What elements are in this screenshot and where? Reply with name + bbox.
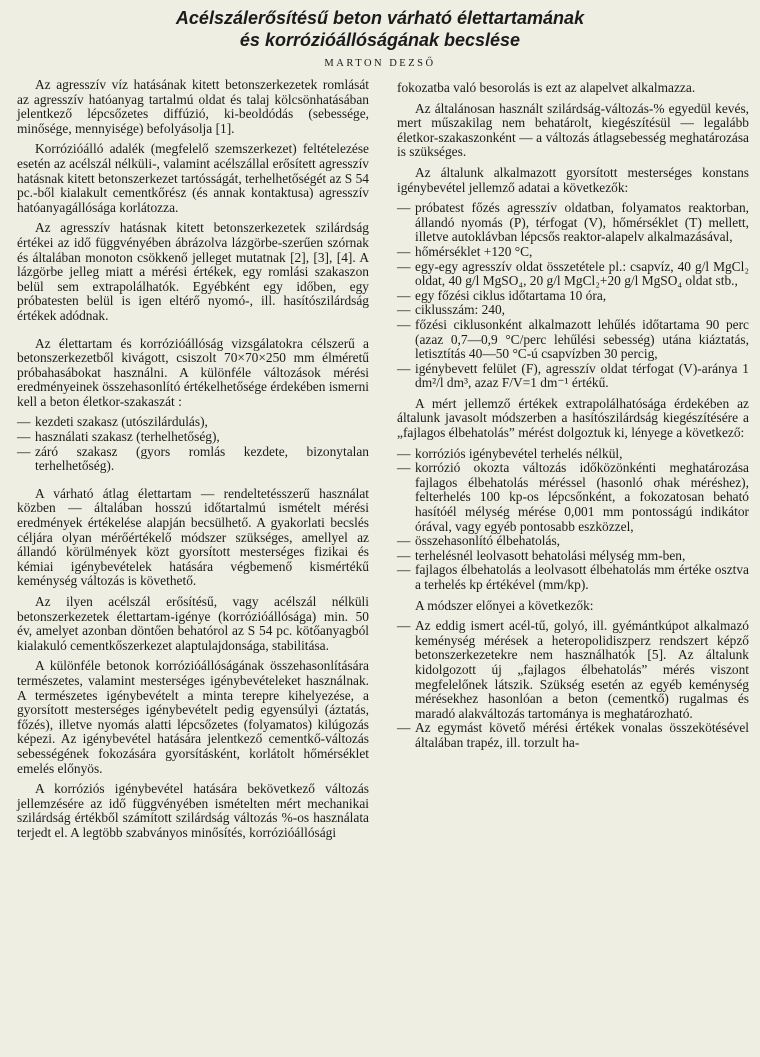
list-item: — összehasonlító élbehatolás, bbox=[397, 533, 561, 549]
dash-bullet: — bbox=[397, 258, 411, 274]
list-item: — használati szakasz (terhelhetőség), bbox=[17, 429, 220, 445]
paragraph: Az agresszív víz hatásának kitett betonszerkezetek romlását az agresszív hatóanyag tartalmú oldat és talaj kölcsönhatásában jelentkező lépcsőzetes diffúzió, ki-beoldódás (sebessége, minősége, mennyisége) befolyásolja [1]. bbox=[17, 77, 369, 136]
author: MARTON DEZSŐ bbox=[324, 58, 436, 69]
paragraph: Az ilyen acélszál erősítésű, vagy acélszál nélküli betonszerkezetek élettartam-igénye (korrózióállósága) min. 50 év, amelyet azonban döntően behatórol az S 54 pc. kötőanyagból kialakuló cementkőszerkezet alaptulajdonsága, stabilitása. bbox=[17, 594, 369, 653]
list-item: — igénybevett felület (F), agresszív oldat térfogat (V)-aránya 1 dm²/l dm³, azaz F/V=1 dm⁻¹ értékű. bbox=[397, 360, 749, 391]
dash-bullet: — bbox=[397, 547, 411, 563]
list-item: — ciklusszám: 240, bbox=[397, 302, 506, 318]
dash-bullet: — bbox=[397, 562, 411, 578]
title-line-2: és korrózióállóságának becslése bbox=[239, 30, 521, 50]
list-item: — egy-egy agresszív oldat összetétele pl.: csapvíz, 40 g/l MgCl₂ oldat, 40 g/l MgSO₄, 20 g/l MgCl₂+20 g/l MgSO₄ oldat stb., bbox=[397, 258, 749, 289]
dash-bullet: — bbox=[397, 287, 411, 303]
list-item: — Az eddig ismert acél-tű, golyó, ill. gyémántkúpot alkalmazó keménység mérések a heteropolidiszperz rendszert képző betonszerkezetekre nem használhatók [5]. Az általunk kidolgozott új „fajlagos élbehatolás” mérés viszont megfelelőnek látszik. Szükség esetén az egyéb keménység mérésekhez hasonlóan a beton (cementkő) rugalmas és maradó alakváltozás tartománya is meghatározható. bbox=[397, 618, 749, 721]
dash-bullet: — bbox=[17, 443, 31, 459]
dash-bullet: — bbox=[397, 200, 411, 216]
dash-bullet: — bbox=[397, 243, 411, 259]
list-item: — kezdeti szakasz (utószilárdulás), bbox=[17, 414, 208, 430]
paragraph: Az általánosan használt szilárdság-változás-% egyedül kevés, mert műszakilag nem behatárolt, kiegészítésül — legalább életkor-szakaszonként — a változás átlagsebesség meghatározása is szükséges. bbox=[397, 100, 749, 160]
right-column bbox=[397, 81, 749, 757]
list bbox=[397, 201, 749, 391]
list-item: — fajlagos élbehatolás a leolvasott élbehatolás mm értéke osztva a terhelés kp értékével (mm/kp). bbox=[397, 562, 749, 592]
paragraph: Az agresszív hatásnak kitett betonszerkezetek szilárdság értékei az idő függvényében ábrázolva lázgörbe-szerűen szórnak és általában monoton csökkenő jelleget mutatnak [2], [3], [4]. A lázgörbe jelleg miatt a mérési értékek, egy romlási szakaszon belül sem extrapolálhatók. Egyébként egy időben, egy próbatesten belül is igen eltérő nyomó-, ill. hasítószilárdság értékek adódnak. bbox=[17, 220, 369, 323]
left-column bbox=[17, 78, 369, 847]
title-line-1: Acélszálerősítésű beton várható élettartamának bbox=[175, 8, 585, 28]
paragraph: A különféle betonok korrózióállóságának összehasonlítására természetes, valamint mesterséges igénybevételeket használnak. A természetes igénybevételt a minta terepre kihelyezése, a gyorsított mesterséges igénybevételt pedig egyensúlyi (áztatás, főzés), illetve nyomás alatti lépcsőzetes (folyamatos) kilúgozás képezi. Az igénybevétel hatására jelentkező cementkő-változás sebességének fokozására gyorsításként, korlátolt hőmérséklet emelés előnyös. bbox=[17, 658, 369, 776]
dash-bullet: — bbox=[397, 460, 411, 476]
list bbox=[397, 447, 749, 593]
dash-bullet: — bbox=[397, 445, 411, 461]
list-item: — próbatest főzés agresszív oldatban, folyamatos reaktorban, állandó nyomás (P), térfogat (V), hőmérséklet (T) mellett, illetve autoklávban lépcsős reaktor-alapelv alkalmazásával, bbox=[397, 200, 749, 245]
dash-bullet: — bbox=[397, 618, 411, 634]
paragraph: Korrózióálló adalék (megfelelő szemszerkezet) feltételezése esetén az acélszál nélküli-, valamint acélszállal erősített agresszív hatásnak kitett betonszerkezet tartósságát, terhelhetőségét az S 54 pc.-ből kialakult cementkőrész (és annak kontaktusa) agresszív hatóanyagállósága korlátozza. bbox=[17, 141, 369, 215]
list-item: — hőmérséklet +120 °C, bbox=[397, 243, 533, 259]
list-item: — korrózió okozta változás időközönkénti meghatározása fajlagos élbehatolás méréssel (hasonló σhak méréshez), felterhelés 100 kp-os lépcsőnként, a fokozatosan beható hasítóél mélység mérése 0,001 mm pontosságú indikátor órával, vagy egyéb pontosabb eszközzel, bbox=[397, 460, 749, 534]
list-item: — egy főzési ciklus időtartama 10 óra, bbox=[397, 287, 607, 303]
dash-bullet: — bbox=[397, 720, 411, 736]
list bbox=[397, 619, 749, 750]
list-item: — Az egymást követő mérési értékek vonalas összekötésével általában trapéz, ill. torzult ha- bbox=[397, 720, 749, 750]
dash-bullet: — bbox=[397, 302, 411, 318]
paragraph: A mért jellemző értékek extrapolálhatósága érdekében az általunk javasolt módszerben a hasítószilárdság kiegészítésére a „fajlagos élbehatolás” mérést dolgoztuk ki, lényege a következő: bbox=[397, 395, 749, 441]
dash-bullet: — bbox=[397, 533, 411, 549]
paragraph: fokozatba való besorolás is ezt az alapelvet alkalmazza. bbox=[397, 80, 696, 95]
dash-bullet: — bbox=[17, 429, 31, 445]
paragraph: Az általunk alkalmazott gyorsított mesterséges konstans igénybevétel jellemző adatai a következők: bbox=[397, 164, 749, 195]
dash-bullet: — bbox=[17, 414, 31, 430]
list-item: — záró szakasz (gyors romlás kezdete, bizonytalan terhelhetőség). bbox=[17, 443, 369, 474]
paragraph: Az élettartam és korrózióállóság vizsgálatokra célszerű a betonszerkezetből kivágott, csiszolt 70×70×250 mm élméretű próbahasábokat használni. A különféle változások mérési eredményeinek összehasonlító értékelhetősége érdekében ismerni kell a beton életkor-szakaszát : bbox=[17, 335, 369, 409]
paragraph: A korróziós igénybevétel hatására bekövetkező változás jellemzésére az idő függvényében ismételten mért mechanikai szilárdság értékből számított szilárdság változás %-os használata terjedt el. A legtöbb szabványos minősítés, korrózióállósági bbox=[17, 781, 369, 840]
dash-bullet: — bbox=[397, 360, 411, 376]
dash-bullet: — bbox=[397, 316, 411, 332]
paragraph: A várható átlag élettartam — rendeltetésszerű használat közben — általában hosszú időtartalmú ismételt mérési eredmények értékelése alapján becsülhető. A gyakorlati becslés céljára olyan mérőértékelő módszer szükséges, amellyel az állandó körülmények közt gyorsított mesterséges fizikai és kémiai igénybevételek hatására végbemenő kismértékű keménység változás is követhető. bbox=[17, 485, 369, 589]
paragraph: A módszer előnyei a következők: bbox=[415, 597, 594, 613]
list-item: — terhelésnél leolvasott behatolási mélység mm-ben, bbox=[397, 547, 686, 563]
list-item: — főzési ciklusonként alkalmazott lehűlés időtartama 90 perc (azaz 0,7—0,9 °C/perc lehűlési sebesség) utána kiáztatás, letisztítás 40—50 °C-ú csapvízben 30 percig, bbox=[397, 316, 749, 362]
list-item: — korróziós igénybevétel terhelés nélkül, bbox=[397, 445, 623, 461]
list bbox=[17, 415, 369, 473]
